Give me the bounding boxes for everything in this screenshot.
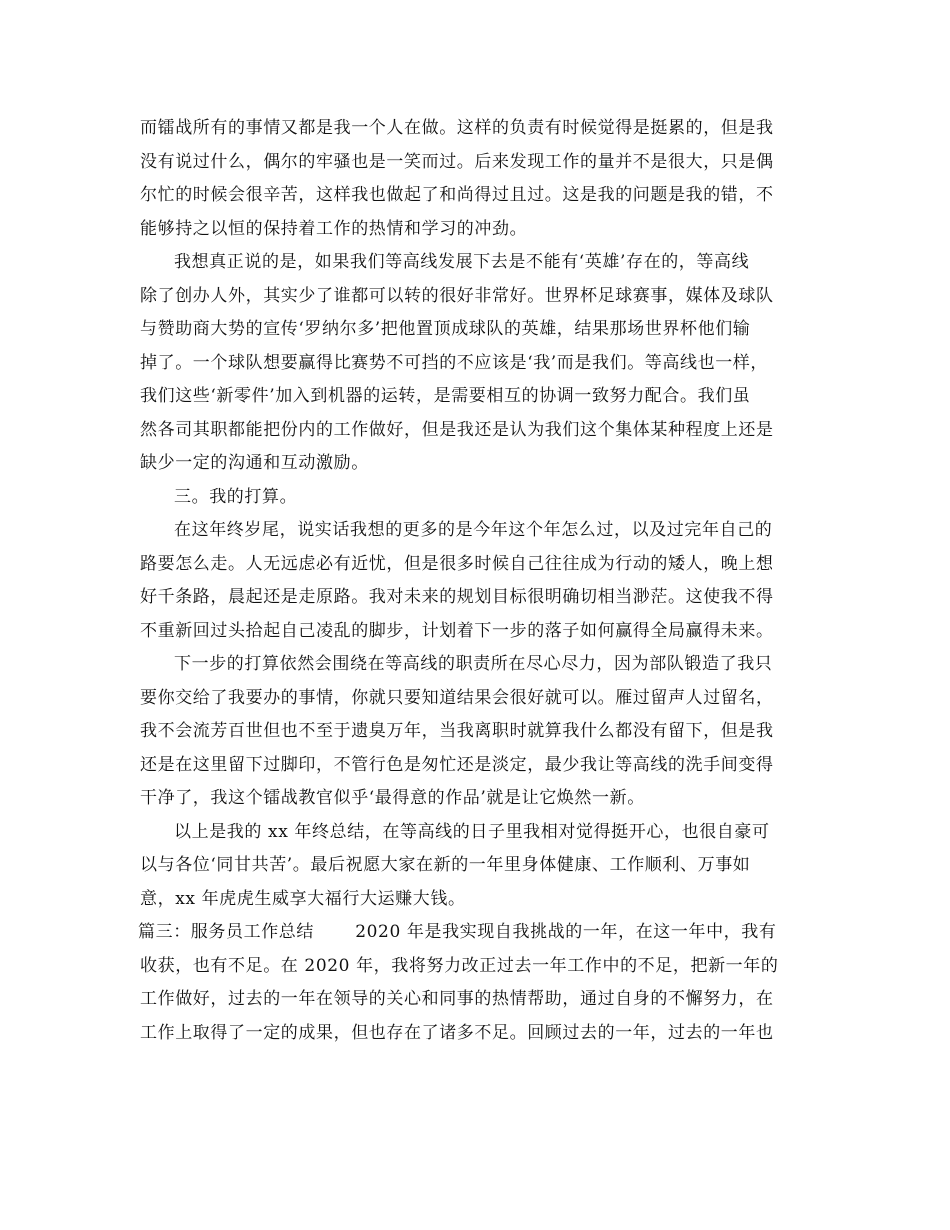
text-line: 以与各位‘同甘共苦’。最后祝愿大家在新的一年里身体健康、工作顺利、万事如 — [140, 855, 751, 875]
text-line: 掉了。一个球队想要赢得比赛势不可挡的不应该是‘我’而是我们。等高线也一样， — [140, 352, 769, 373]
text-line: 路要怎么走。人无远虑必有近忧，但是很多时候自己往往成为行动的矮人，晚上想 — [140, 553, 774, 574]
text-line: 我想真正说的是，如果我们等高线发展下去是不能有‘英雄’存在的，等高线 — [174, 252, 750, 272]
text-line: 与赞助商大势的宣传‘罗纳尔多’把他置顶成球队的英雄，结果那场世界杯他们输 — [140, 319, 751, 339]
text-line: 篇三：服务员工作总结 2020 年是我实现自我挑战的一年，在这一年中，我有 — [138, 922, 777, 942]
text-line: 工作做好，过去的一年在领导的关心和同事的热情帮助，通过自身的不懈努力，在 — [140, 989, 774, 1009]
text-line: 干净了，我这个镭战教官似乎‘最得意的作品’就是让它焕然一新。 — [140, 788, 645, 808]
text-line: 以上是我的 xx 年终总结，在等高线的日子里我相对觉得挺开心，也很自豪可 — [174, 821, 770, 842]
section-heading: 三。我的打算。 — [174, 486, 298, 507]
text-line: 在这年终岁尾，说实话我想的更多的是今年这个年怎么过，以及过完年自己的 — [174, 520, 773, 540]
text-line: 没有说过什么，偶尔的牢骚也是一笑而过。后来发现工作的量并不是很大，只是偶 — [140, 151, 774, 172]
text-line: 收获，也有不足。在 2020 年，我将努力改正过去一年工作中的不足，把新一年的 — [140, 955, 779, 976]
text-line: 工作上取得了一定的成果，但也存在了诸多不足。回顾过去的一年，过去的一年也 — [140, 1022, 774, 1043]
text-line: 还是在这里留下过脚印，不管行色是匆忙还是淡定，最少我让等高线的洗手间变得 — [140, 754, 774, 775]
text-line: 能够持之以恒的保持着工作的热情和学习的冲劲。 — [140, 218, 528, 239]
text-line: 除了创办人外，其实少了谁都可以转的很好非常好。世界杯足球赛事，媒体及球队 — [140, 285, 774, 306]
text-line: 不重新回过头拾起自己凌乱的脚步，计划着下一步的落子如何赢得全局赢得未来。 — [140, 620, 774, 641]
text-line: 我不会流芳百世但也不至于遗臭万年，当我离职时就算我什么都没有留下，但是我 — [140, 721, 774, 741]
text-line: 而镭战所有的事情又都是我一个人在做。这样的负责有时候觉得是挺累的，但是我 — [140, 118, 774, 138]
text-line: 意，xx 年虎虎生威享大福行大运赚大钱。 — [140, 888, 466, 909]
text-line: 下一步的打算依然会围绕在等高线的职责所在尽心尽力，因为部队锻造了我只 — [174, 654, 773, 674]
document-body — [140, 112, 820, 1050]
text-line: 要你交给了我要办的事情，你就只要知道结果会很好就可以。雁过留声人过留名， — [140, 687, 774, 708]
text-line: 好千条路，晨起还是走原路。我对未来的规划目标很明确切相当渺茫。这使我不得 — [140, 587, 774, 607]
text-line: 缺少一定的沟通和互动激励。 — [140, 453, 369, 473]
text-line: 然各司其职都能把份内的工作做好，但是我还是认为我们这个集体某种程度上还是 — [140, 419, 774, 440]
text-line: 我们这些‘新零件’加入到机器的运转，是需要相互的协调一致努力配合。我们虽 — [140, 386, 751, 406]
text-line: 尔忙的时候会很辛苦，这样我也做起了和尚得过且过。这是我的问题是我的错，不 — [140, 185, 774, 205]
